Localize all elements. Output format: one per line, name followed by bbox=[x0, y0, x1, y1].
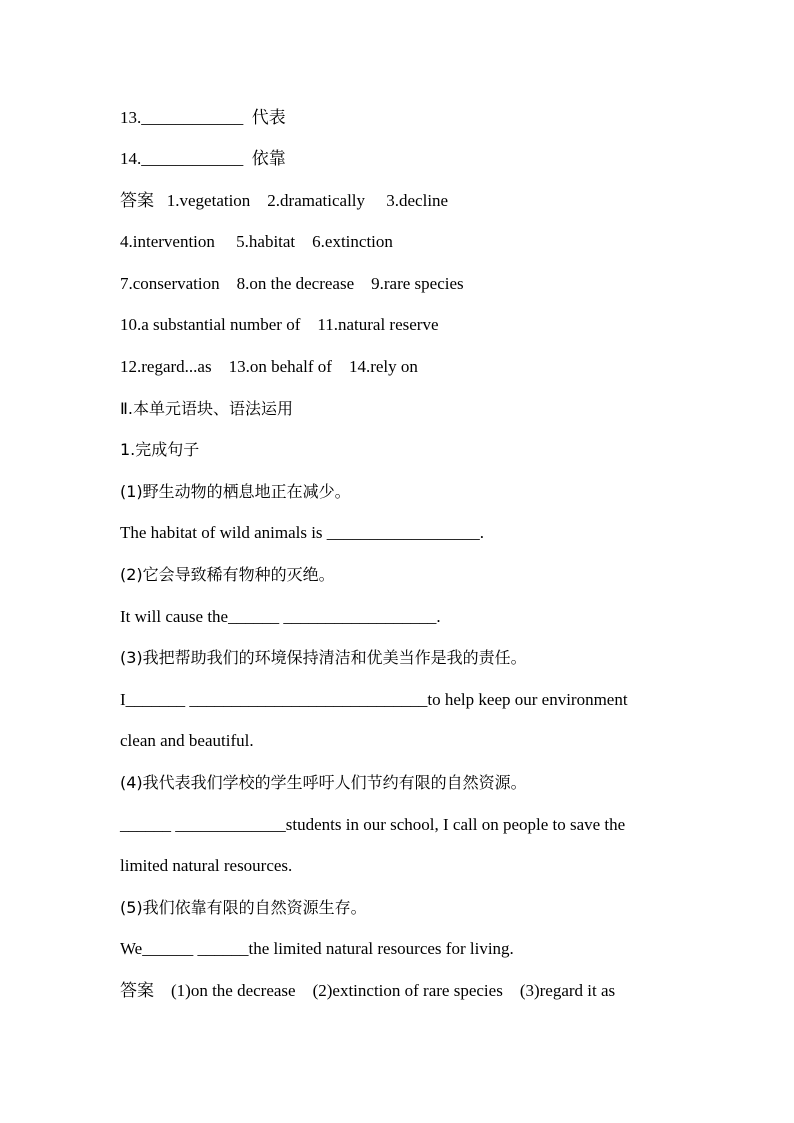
question-4-english-line-2: limited natural resources. bbox=[120, 856, 293, 875]
question-4-english-line-1: ______ _____________students in our school, I call on people to save the bbox=[120, 815, 626, 834]
question-5-english: We______ ______the limited natural resources for living. bbox=[120, 939, 514, 958]
question-3-english-line-2: clean and beautiful. bbox=[120, 731, 254, 750]
section-answers: 答案 (1)on the decrease (2)extinction of rare species (3)regard it as bbox=[120, 981, 616, 1000]
question-3-english-line-1: I_______ ____________________________to help keep our environment bbox=[120, 690, 628, 709]
vocab-answers-line-2: 4.intervention 5.habitat 6.extinction bbox=[120, 232, 393, 251]
question-4-chinese: (4)我代表我们学校的学生呼吁人们节约有限的自然资源。 bbox=[120, 773, 527, 792]
question-3-chinese: (3)我把帮助我们的环境保持清洁和优美当作是我的责任。 bbox=[120, 648, 527, 667]
vocab-answers-line-5: 12.regard...as 13.on behalf of 14.rely on bbox=[120, 357, 418, 376]
question-2-english: It will cause the______ __________________. bbox=[120, 607, 441, 626]
vocab-answers-line-4: 10.a substantial number of 11.natural reserve bbox=[120, 315, 439, 334]
section-heading: Ⅱ.本单元语块、语法运用 bbox=[120, 399, 293, 418]
vocab-item-13: 13.____________ 代表 bbox=[120, 108, 286, 127]
question-2-chinese: (2)它会导致稀有物种的灭绝。 bbox=[120, 565, 335, 584]
vocab-item-14: 14.____________ 依靠 bbox=[120, 149, 286, 168]
vocab-answers-line-1: 答案 1.vegetation 2.dramatically 3.decline bbox=[120, 191, 449, 210]
question-1-english: The habitat of wild animals is __________________. bbox=[120, 523, 485, 542]
question-5-chinese: (5)我们依靠有限的自然资源生存。 bbox=[120, 898, 367, 917]
question-1-chinese: (1)野生动物的栖息地正在减少。 bbox=[120, 482, 351, 501]
section-subheading: 1.完成句子 bbox=[120, 440, 200, 459]
vocab-answers-line-3: 7.conservation 8.on the decrease 9.rare species bbox=[120, 274, 464, 293]
